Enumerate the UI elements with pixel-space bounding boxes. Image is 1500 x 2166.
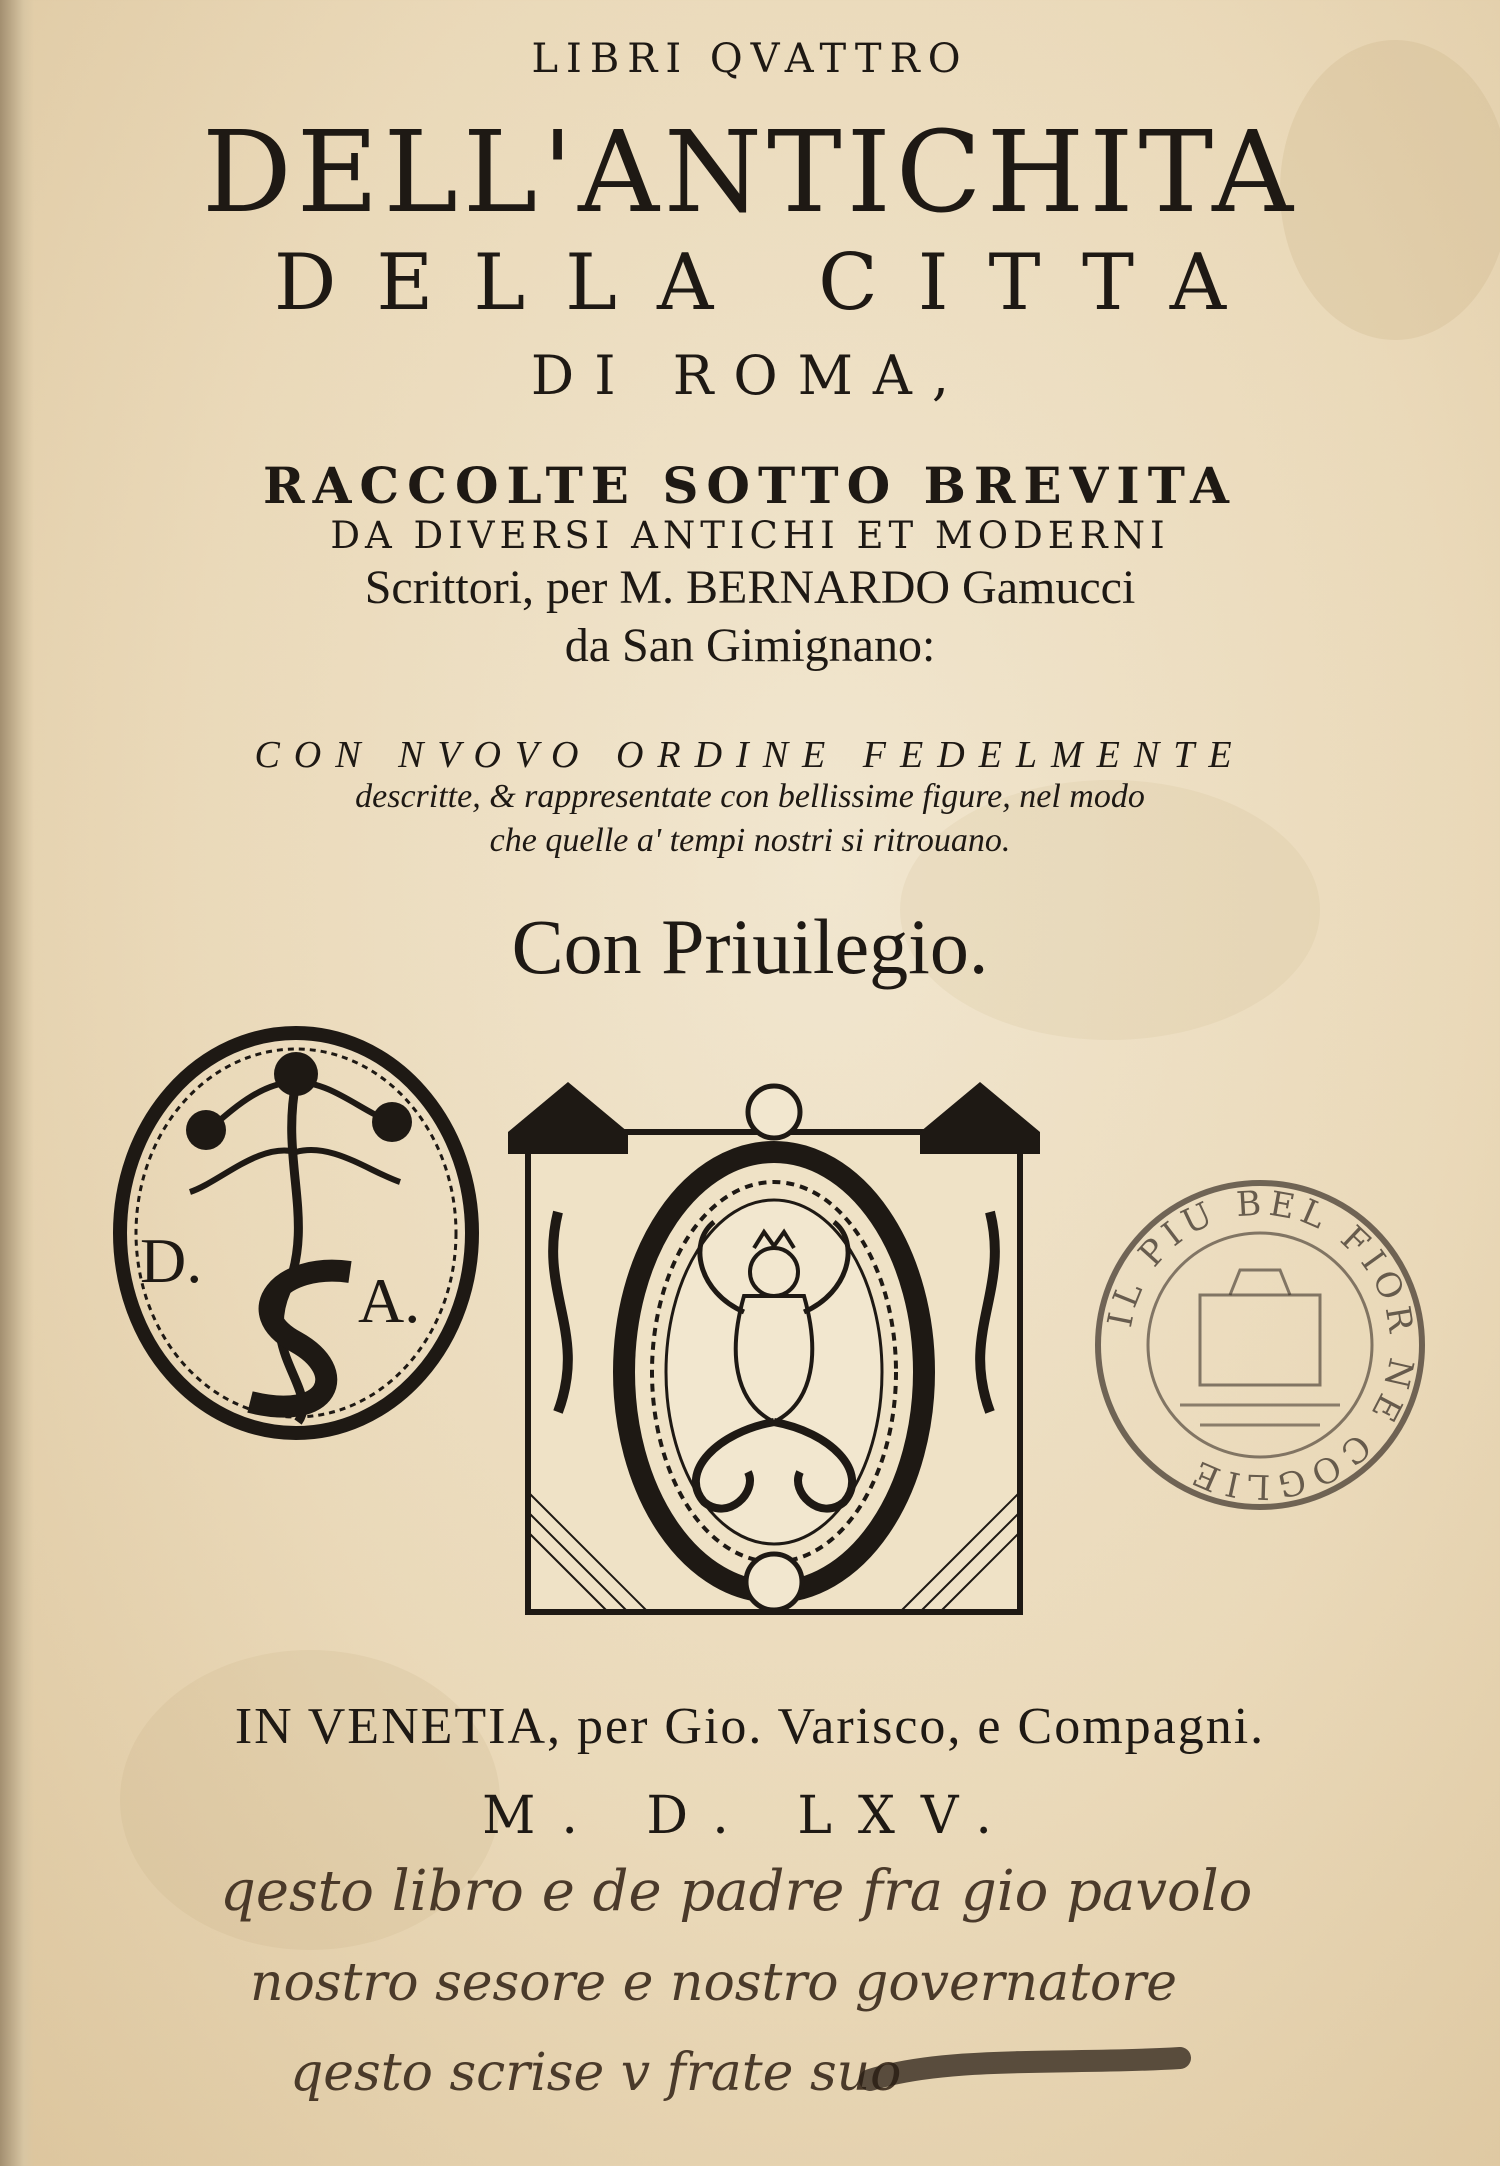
author-line: Scrittori, per M. BERNARDO Gamucci [364, 561, 1136, 614]
ownership-stamp-left [110, 1022, 482, 1444]
subtitle-line-2: DA DIVERSI ANTICHI ET MODERNI [330, 514, 1170, 557]
handwriting-line-3: qesto scrise v frate suo [290, 2043, 902, 2103]
ownership-stamp-right [1090, 1175, 1430, 1515]
title-line-4: DI ROMA, [530, 344, 970, 407]
title-line-1: LIBRI QVATTRO [531, 36, 969, 82]
description-line-2: descritte, & rappresentate con bellissime figure, nel modo [355, 778, 1145, 815]
title-line-2: DELL'ANTICHITA [202, 108, 1298, 238]
printers-mark-siren-icon [498, 1072, 1050, 1624]
handwriting-line-1: qesto libro e de padre fra gio pavolo [220, 1859, 1253, 1924]
subtitle-line-1: RACCOLTE SOTTO BREVITA [263, 456, 1237, 515]
stamp-left-letters-left: D. [140, 1225, 203, 1296]
author-origin-line: da San Gimignano: [564, 619, 936, 672]
description-line-1: CON NVOVO ORDINE FEDELMENTE [254, 734, 1246, 776]
imprint-line: IN VENETIA, per Gio. Varisco, e Compagni. [234, 1698, 1266, 1755]
handwriting-line-2: nostro sesore e nostro governatore [250, 1953, 1177, 2013]
stamp-left-letters-right: A. [358, 1265, 421, 1336]
handwritten-inscription [190, 1840, 1390, 2140]
privilege-line: Con Priuilegio. [511, 903, 989, 990]
date-line: M. D. LXV. [482, 1786, 1018, 1846]
title-line-3: DELLA CITTA [273, 238, 1267, 328]
description-line-3: che quelle a' tempi nostri si ritrouano. [489, 822, 1011, 859]
stamp-right-motto: IL PIU BEL FIOR NE COGLIE [1100, 1183, 1422, 1507]
ink-strikeout [870, 2058, 1180, 2080]
